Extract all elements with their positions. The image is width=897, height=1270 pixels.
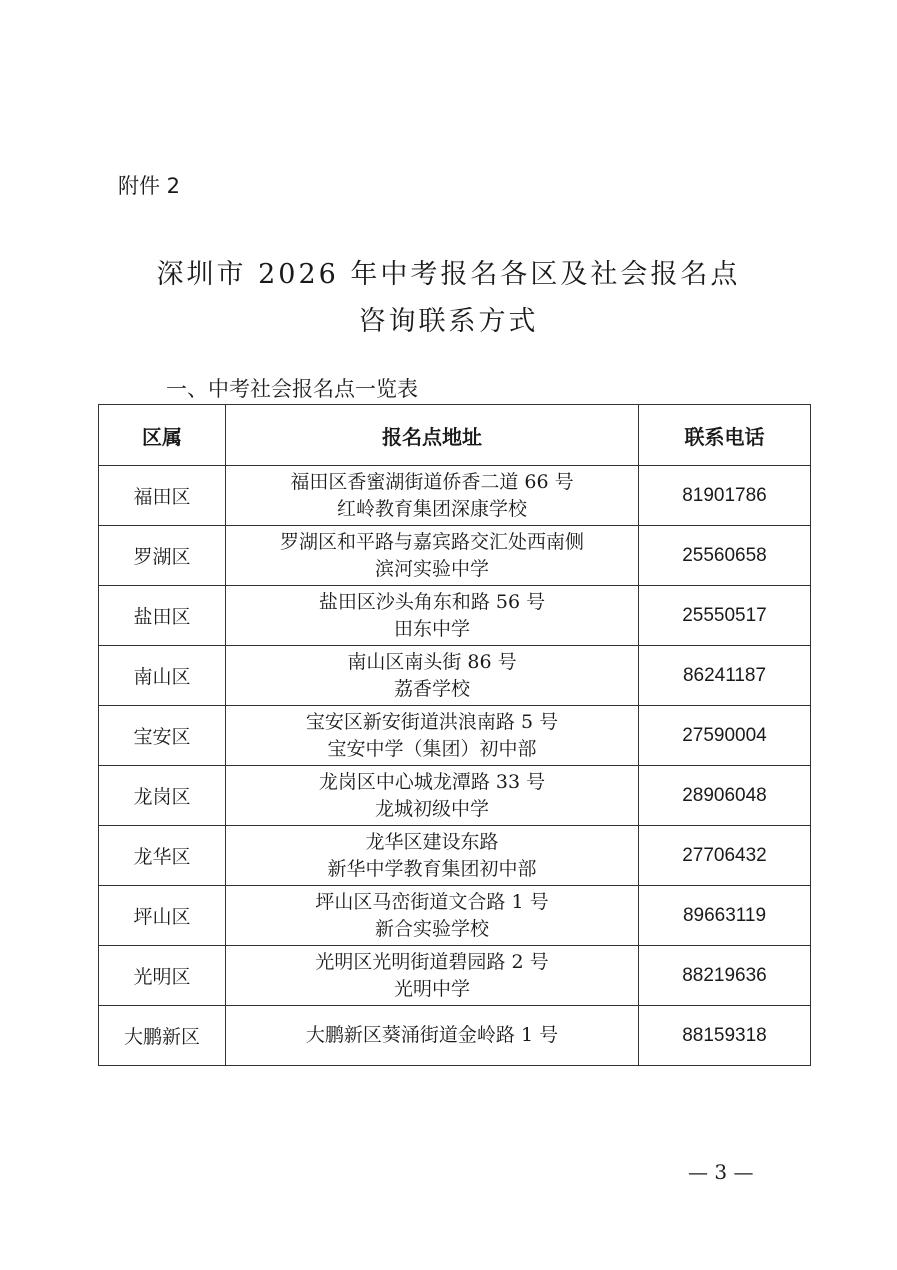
address-line: 田东中学 bbox=[393, 617, 470, 640]
header-phone: 联系电话 bbox=[639, 405, 811, 466]
table-row bbox=[99, 1006, 811, 1066]
phone-cell: 28906048 bbox=[639, 766, 811, 826]
phone-cell: 25560658 bbox=[639, 526, 811, 586]
registration-points-table bbox=[98, 404, 811, 1066]
address-line: 龙华区建设东路 bbox=[365, 830, 499, 853]
address-line: 新华中学教育集团初中部 bbox=[327, 857, 537, 880]
district-cell: 大鹏新区 bbox=[99, 1006, 226, 1066]
header-address: 报名点地址 bbox=[226, 405, 639, 466]
address-line: 龙城初级中学 bbox=[374, 797, 489, 820]
table-row bbox=[99, 466, 811, 526]
district-cell: 盐田区 bbox=[99, 586, 226, 646]
table-row bbox=[99, 526, 811, 586]
phone-cell: 89663119 bbox=[639, 886, 811, 946]
address-cell bbox=[226, 706, 639, 766]
address-cell bbox=[226, 826, 639, 886]
attachment-label: 附件 2 bbox=[118, 174, 181, 198]
address-line: 坪山区马峦街道文合路 1 号 bbox=[315, 890, 549, 913]
district-cell: 坪山区 bbox=[99, 886, 226, 946]
table-row bbox=[99, 586, 811, 646]
address-cell bbox=[226, 526, 639, 586]
address-line: 光明区光明街道碧园路 2 号 bbox=[315, 950, 549, 973]
address-cell bbox=[226, 886, 639, 946]
phone-cell: 86241187 bbox=[639, 646, 811, 706]
address-line: 南山区南头街 86 号 bbox=[347, 650, 517, 673]
address-line: 滨河实验中学 bbox=[374, 557, 489, 580]
address-cell bbox=[226, 466, 639, 526]
district-cell: 福田区 bbox=[99, 466, 226, 526]
district-cell: 罗湖区 bbox=[99, 526, 226, 586]
address-line: 光明中学 bbox=[393, 977, 470, 1000]
address-line: 大鹏新区葵涌街道金岭路 1 号 bbox=[305, 1024, 559, 1046]
document-title-line1: 深圳市 2026 年中考报名各区及社会报名点 bbox=[156, 259, 741, 290]
phone-cell: 81901786 bbox=[639, 466, 811, 526]
table-row bbox=[99, 706, 811, 766]
address-cell bbox=[226, 1006, 639, 1066]
address-line: 龙岗区中心城龙潭路 33 号 bbox=[318, 770, 546, 793]
table-row bbox=[99, 886, 811, 946]
table-row bbox=[99, 646, 811, 706]
district-cell: 宝安区 bbox=[99, 706, 226, 766]
table-row bbox=[99, 826, 811, 886]
phone-cell: 88219636 bbox=[639, 946, 811, 1006]
address-cell bbox=[226, 766, 639, 826]
district-cell: 光明区 bbox=[99, 946, 226, 1006]
phone-cell: 27590004 bbox=[639, 706, 811, 766]
address-cell bbox=[226, 646, 639, 706]
address-line: 宝安区新安街道洪浪南路 5 号 bbox=[305, 710, 559, 733]
address-line: 盐田区沙头角东和路 56 号 bbox=[318, 590, 546, 613]
address-line: 新合实验学校 bbox=[374, 917, 489, 940]
table-header-row bbox=[99, 405, 811, 466]
document-title-line2: 咨询联系方式 bbox=[358, 306, 539, 337]
address-line: 罗湖区和平路与嘉宾路交汇处西南侧 bbox=[279, 530, 584, 553]
district-cell: 龙岗区 bbox=[99, 766, 226, 826]
section-heading: 一、中考社会报名点一览表 bbox=[166, 377, 418, 401]
table-row bbox=[99, 766, 811, 826]
phone-cell: 27706432 bbox=[639, 826, 811, 886]
district-cell: 龙华区 bbox=[99, 826, 226, 886]
address-cell bbox=[226, 586, 639, 646]
header-district: 区属 bbox=[99, 405, 226, 466]
address-line: 宝安中学（集团）初中部 bbox=[327, 737, 537, 760]
district-cell: 南山区 bbox=[99, 646, 226, 706]
address-cell bbox=[226, 946, 639, 1006]
address-line: 荔香学校 bbox=[393, 677, 470, 700]
page-number: — 3 — bbox=[688, 1160, 754, 1184]
phone-cell: 88159318 bbox=[639, 1006, 811, 1066]
address-line: 福田区香蜜湖街道侨香二道 66 号 bbox=[290, 470, 574, 493]
table-row bbox=[99, 946, 811, 1006]
phone-cell: 25550517 bbox=[639, 586, 811, 646]
address-line: 红岭教育集团深康学校 bbox=[336, 497, 527, 520]
